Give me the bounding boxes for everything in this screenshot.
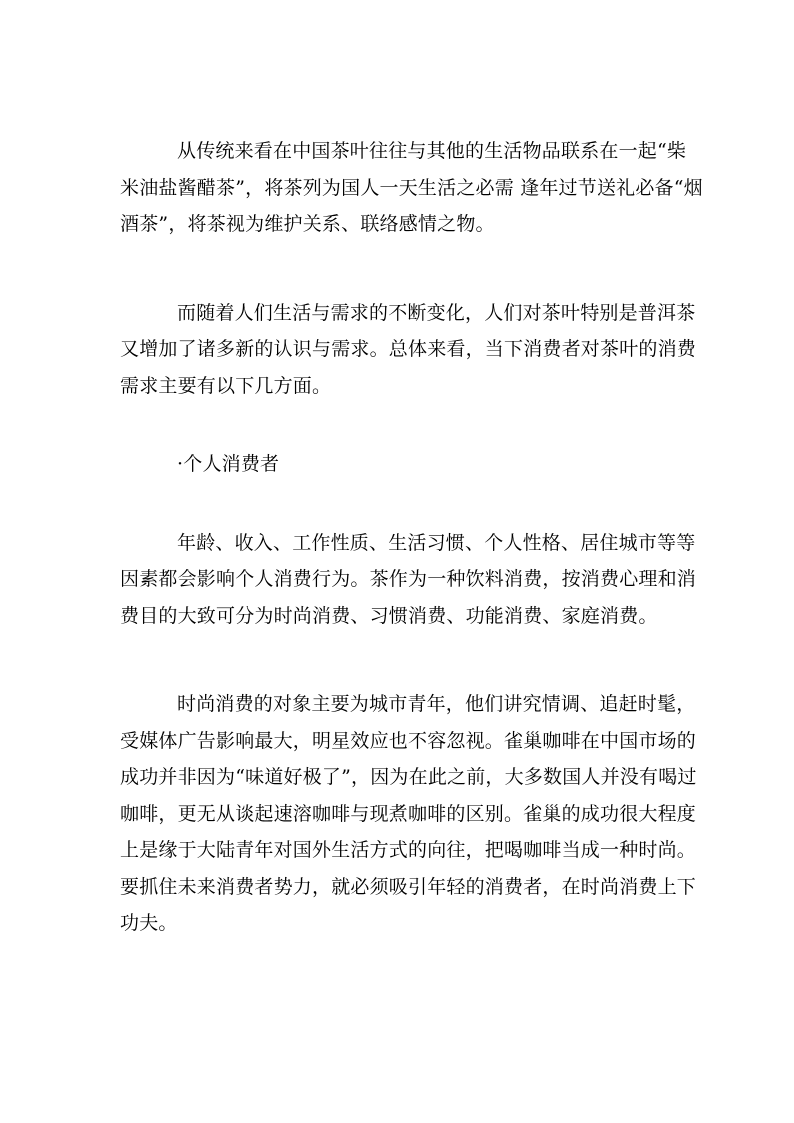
paragraph-spacer <box>120 404 675 446</box>
text-line: 时尚消费的对象主要为城市青年，他们讲究情调、追赶时髦， <box>177 693 696 715</box>
text-line: 米油盐酱醋茶”，将茶列为国人一天生活之必需 逢年过节送礼必备“烟 <box>120 176 703 199</box>
text-line: 上是缘于大陆青年对国外生活方式的向往，把喝咖啡当成一种时尚。 <box>120 839 697 861</box>
text-line: 酒茶”，将茶视为维护关系、联络感情之物。 <box>120 213 495 235</box>
document-body <box>120 133 703 942</box>
text-line: 咖啡，更无从谈起速溶咖啡与现煮咖啡的区别。雀巢的成功很大程度 <box>120 802 697 825</box>
text-line: 要抓住未来消费者势力，就必须吸引年轻的消费者，在时尚消费上下 <box>120 875 697 898</box>
paragraph-tradition <box>120 133 703 243</box>
text-line: 费目的大致可分为时尚消费、习惯消费、功能消费、家庭消费。 <box>120 604 658 627</box>
text-line: 因素都会影响个人消费行为。茶作为一种饮料消费，按消费心理和消 <box>120 568 697 590</box>
paragraph-spacer <box>120 634 675 686</box>
text-line: 从传统来看在中国茶叶往往与其他的生活物品联系在一起“柴 <box>177 140 687 162</box>
text-line: 年龄、收入、工作性质、生活习惯、个人性格、居住城市等等 <box>177 531 696 554</box>
text-line: 又增加了诸多新的认识与需求。总体来看，当下消费者对茶叶的消费 <box>120 338 697 360</box>
text-line: 需求主要有以下几方面。 <box>120 374 332 397</box>
text-line: 受媒体广告影响最大，明星效应也不容忽视。雀巢咖啡在中国市场的 <box>120 729 697 752</box>
paragraph-fashion-consumption <box>120 686 697 942</box>
text-line: 而随着人们生活与需求的不断变化，人们对茶叶特别是普洱茶 <box>177 301 696 324</box>
text-line: 成功并非因为“味道好极了”，因为在此之前，大多数国人并没有喝过 <box>120 766 697 788</box>
paragraph-spacer <box>120 243 675 295</box>
text-line: 功夫。 <box>120 912 178 934</box>
paragraph-spacer <box>120 483 675 525</box>
section-heading-individual-consumers <box>120 446 675 483</box>
paragraph-changing-needs <box>120 295 697 405</box>
text-line: ·个人消费者 <box>177 453 280 475</box>
paragraph-consumption-factors <box>120 525 697 635</box>
